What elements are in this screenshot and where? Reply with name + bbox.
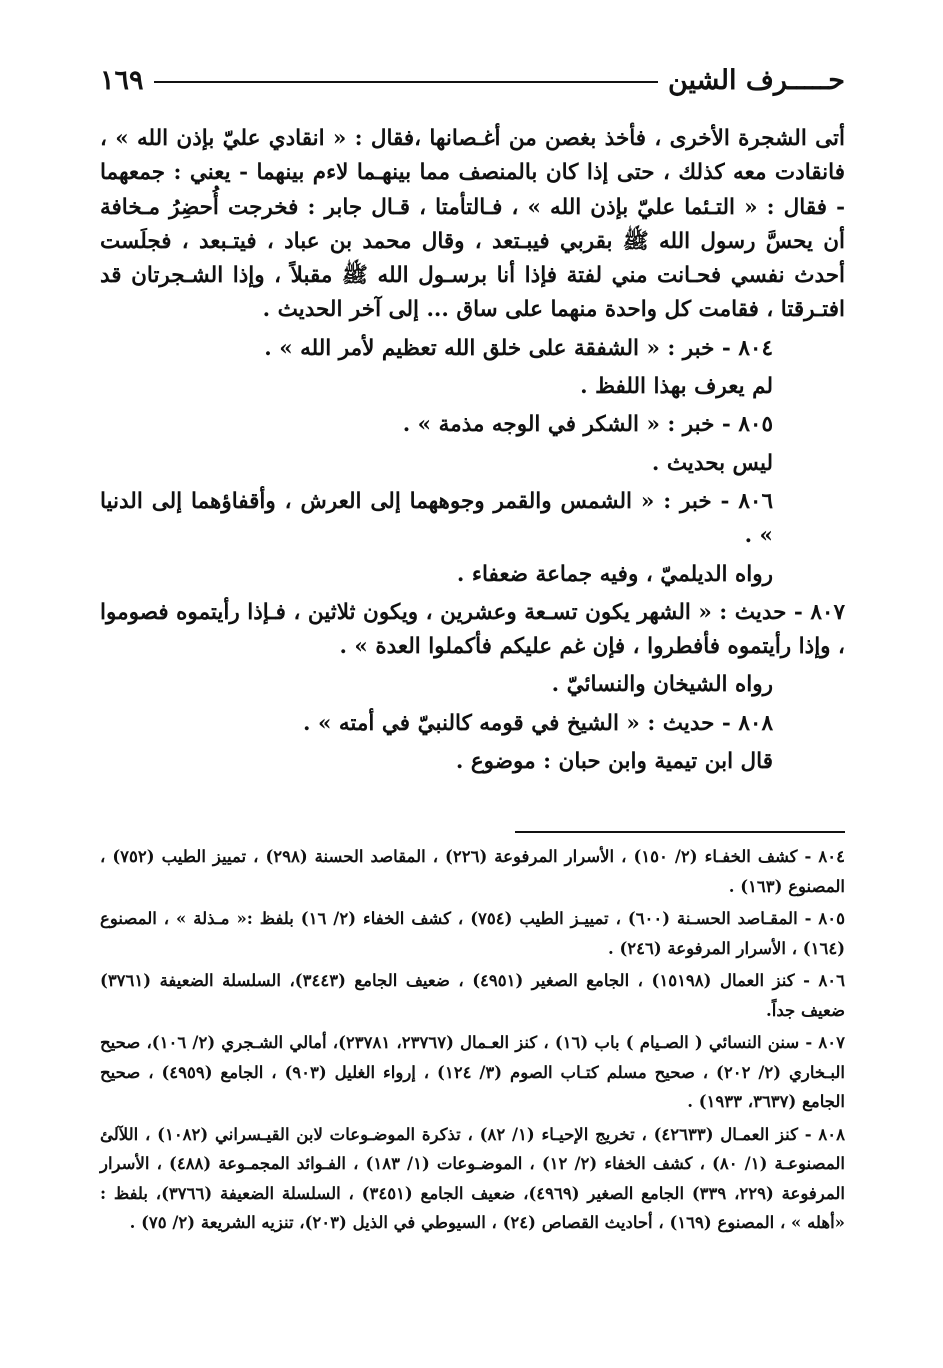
entry-807: ٨٠٧ - حديث : « الشهر يكون تسـعة وعشرين ، ويكون ثلاثين ، فـإذا رأيتموه فصوموا ، وإذا رأيتموه فأفطروا ، فإن غم عليكم فأكملوا العدة » . [100, 599, 845, 660]
entry-806: ٨٠٦ - خبر : « الشمس والقمر وجوههما إلى العرش ، وأقفاؤهما إلى الدنيا » . [100, 488, 773, 549]
entry-807-note: رواه الشيخان والنسائيّ . [551, 672, 773, 698]
footnote-807: ٨٠٧ - سنن النسائي ( الصـيام ) باب (١٦) ، كنز العـمال (٢٣٧٦٧، ٢٣٧٨١)، أمالي الشـجري (٢/ ١٠٦)، صحيح البـخاري (٢/ ٢٠٢) ، صحيح مسلم كتـاب الصوم (٣/ ١٢٤) ، إرواء الغليل (٩٠٣) ، الجامع (٤٩٥٩) ، صحيح الجامع (٣٦٣٧، ١٩٣٣) . [100, 1033, 845, 1111]
paragraph-continuation: أتى الشجرة الأخرى ، فأخذ بغصن من أغـصانها ،فقال : « انقادي عليّ بإذن الله » ، فانقادت معه كذلك ، حتى إذا كان بالمنصف مما بينهـما لاءم بينهما - يعني : جمعهما - فقال : « التـئما عليّ بإذن الله » ، فـالتأمتا ، قـال جابر : فخرجت أُحضِرُ مـخافة أن يحسَّ رسول الله ﷺ بقربي فيبـتعد ، وقال محمد بن عباد ، فيتـبعد ، فجلَست أحدث نفسي فحـانت مني لفتة فإذا أنا برسـول الله ﷺ مقبلاً ، وإذا الشـجرتان قد افتـرقتا ، فقامت كل واحدة منهما على ساق ... إلى آخر الحديث . [100, 126, 845, 323]
entry-806-note: رواه الديلميّ ، وفيه جماعة ضعفاء . [456, 561, 773, 587]
main-text [100, 122, 845, 779]
header-rule [154, 81, 658, 83]
entry-804: ٨٠٤ - خبر : « الشفقة على خلق الله تعظيم لأمر الله » . [264, 335, 773, 361]
entry-805-note: ليس بحديث . [651, 450, 773, 476]
footnote-808: ٨٠٨ - كنز العمـال (٤٢٦٣٣) ، تخريج الإحيـاء (١/ ٨٢) ، تذكرة الموضـوعات لابن القيـسراني (١٠٨٢) ، اللآلئ المصنوعـة (١/ ٨٠) ، كشف الخفاء (٢/ ١٢) ، الموضـوعات (١/ ١٨٣) ، الفـوائد المجمـوعة (٤٨٨) ، الأسرار المرفوعة (٢٢٩، ٣٣٩) الجامع الصغير (٤٩٦٩)، ضعيف الجامع (٣٤٥١) ، السلسلة الضعيفة (٣٧٦٦)، بلفظ : «أهله » ، المصنوع (١٦٩) ، أحاديث القصاص (٢٤) ، السيوطي في الذيل (٢٠٣)، تنزيه الشريعة (٢/ ٧٥) . [100, 1124, 846, 1232]
entry-808-note: قال ابن تيمية وابن حبان : موضوع . [455, 749, 773, 775]
footnote-806: ٨٠٦ - كنز العمال (١٥١٩٨) ، الجامع الصغير (٤٩٥١) ، ضعيف الجامع (٣٤٤٣)، السلسلة الضعيفة (٣٧٦١) ضعيف جداً. [100, 971, 846, 1020]
footnote-804: ٨٠٤ - كشف الخفـاء (٢/ ١٥٠) ، الأسرار المرفوعة (٢٢٦) ، المقاصد الحسنة (٢٩٨) ، تمييز الطيب (٧٥٢) ، المصنوع (١٦٣) . [100, 847, 845, 896]
footnote-805: ٨٠٥ - المقـاصد الحسـنة (٦٠٠) ، تمييـز الطيب (٧٥٤) ، كشف الخفاء (٢/ ١٦) بلفظ :« مـذلة » ، المصنوع (١٦٤) ، الأسرار المرفوعة (٢٤٦) . [100, 909, 845, 958]
entry-808: ٨٠٨ - حديث : « الشيخ في قومه كالنبيّ في أمته » . [303, 710, 773, 736]
entry-804-note: لم يعرف بهذا اللفظ . [580, 374, 773, 400]
entry-805: ٨٠٥ - خبر : « الشكر في الوجه مذمة » . [402, 412, 773, 438]
footnote-separator [515, 831, 845, 833]
footnotes [100, 842, 845, 1241]
page-header [100, 60, 845, 100]
page-number: ١٦٩ [100, 64, 144, 96]
chapter-title: حـــــرف الشين [667, 64, 845, 96]
